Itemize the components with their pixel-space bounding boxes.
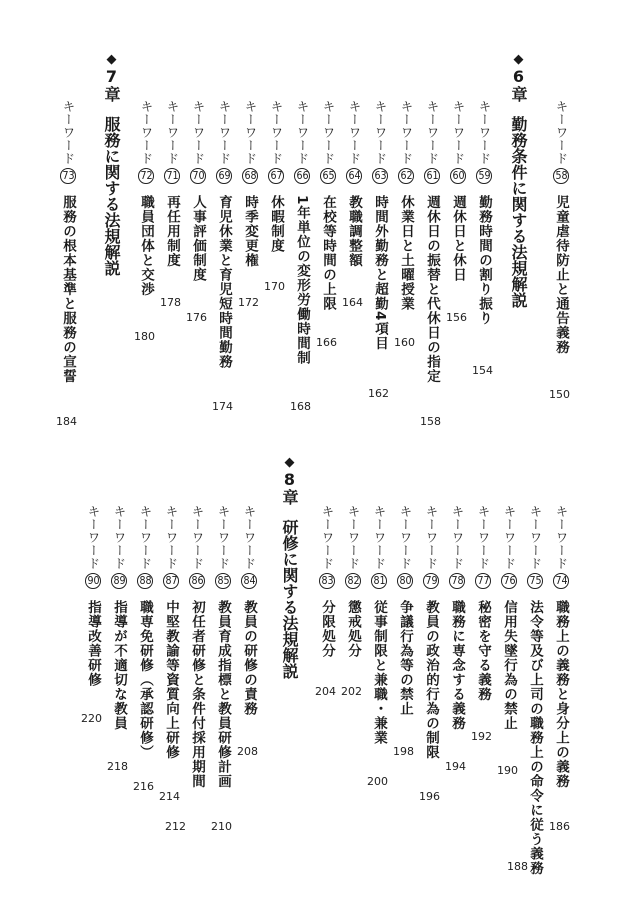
page-number: 214 bbox=[159, 790, 180, 803]
toc-entry[interactable] bbox=[241, 505, 257, 716]
page-number: 162 bbox=[368, 387, 389, 400]
page-number: 204 bbox=[315, 685, 336, 698]
toc-entry[interactable] bbox=[60, 100, 76, 383]
toc-entry[interactable] bbox=[397, 505, 413, 716]
keyword-title: 時間外勤務と超勤4項目 bbox=[372, 194, 388, 351]
diamond-icon: ◆ bbox=[511, 52, 526, 67]
page-number: 184 bbox=[56, 415, 77, 428]
keyword-title: 休暇制度 bbox=[268, 194, 284, 253]
keyword-label: キーワード bbox=[399, 100, 414, 165]
page-number: 156 bbox=[446, 311, 467, 324]
chapter-suffix: 章 bbox=[102, 86, 121, 102]
keyword-title: 人事評価制度 bbox=[190, 194, 206, 282]
toc-entry[interactable] bbox=[268, 100, 284, 253]
page-number: 166 bbox=[316, 336, 337, 349]
keyword-number: 78 bbox=[449, 573, 465, 589]
page-number: 212 bbox=[165, 820, 186, 833]
toc-entry[interactable] bbox=[138, 100, 154, 296]
keyword-number: 68 bbox=[242, 168, 258, 184]
keyword-label: キーワード bbox=[476, 505, 491, 570]
keyword-label: キーワード bbox=[269, 100, 284, 165]
page-number: 194 bbox=[445, 760, 466, 773]
chapter-number: 8 bbox=[280, 470, 299, 489]
keyword-label: キーワード bbox=[398, 505, 413, 570]
keyword-title: 職専免研修（承認研修） bbox=[137, 599, 153, 760]
keyword-number: 85 bbox=[215, 573, 231, 589]
keyword-label: キーワード bbox=[191, 100, 206, 165]
toc-entry[interactable] bbox=[294, 100, 310, 365]
keyword-label: キーワード bbox=[346, 505, 361, 570]
toc-entry[interactable] bbox=[475, 505, 491, 701]
page-number: 154 bbox=[472, 364, 493, 377]
keyword-title: 教員の政治的行為の制限 bbox=[423, 599, 439, 760]
page-number: 190 bbox=[497, 764, 518, 777]
page-number: 208 bbox=[237, 745, 258, 758]
diamond-icon: ◆ bbox=[104, 52, 119, 67]
toc-entry[interactable] bbox=[371, 505, 387, 745]
keyword-label: キーワード bbox=[372, 505, 387, 570]
toc-entry[interactable] bbox=[501, 505, 517, 730]
toc-entry[interactable] bbox=[85, 505, 101, 687]
keyword-label: キーワード bbox=[554, 505, 569, 570]
keyword-title: 職務上の義務と身分上の義務 bbox=[553, 599, 569, 789]
keyword-label: キーワード bbox=[243, 100, 258, 165]
chapter-title: 服務に関する法規解説 bbox=[102, 116, 121, 276]
chapter-suffix: 章 bbox=[509, 86, 528, 102]
keyword-number: 81 bbox=[371, 573, 387, 589]
chapter-heading bbox=[278, 455, 301, 679]
chapter-heading bbox=[100, 52, 123, 276]
toc-entry[interactable] bbox=[346, 100, 362, 267]
keyword-label: キーワード bbox=[554, 100, 569, 165]
keyword-label: キーワード bbox=[502, 505, 517, 570]
keyword-title: 休業日と土曜授業 bbox=[398, 194, 414, 311]
keyword-title: 職員団体と交渉 bbox=[138, 194, 154, 297]
chapter-suffix: 章 bbox=[280, 489, 299, 505]
keyword-title: 法令等及び上司の職務上の命令に従う義務 bbox=[527, 599, 543, 876]
toc-entry[interactable] bbox=[242, 100, 258, 267]
page-number: 186 bbox=[549, 820, 570, 833]
page-number: 178 bbox=[160, 296, 181, 309]
toc-entry[interactable] bbox=[527, 505, 543, 875]
keyword-number: 61 bbox=[424, 168, 440, 184]
page-number: 160 bbox=[394, 336, 415, 349]
keyword-number: 82 bbox=[345, 573, 361, 589]
keyword-number: 64 bbox=[346, 168, 362, 184]
page-number: 192 bbox=[471, 730, 492, 743]
toc-entry[interactable] bbox=[372, 100, 388, 350]
toc-entry[interactable] bbox=[190, 100, 206, 282]
keyword-number: 80 bbox=[397, 573, 413, 589]
keyword-number: 77 bbox=[475, 573, 491, 589]
keyword-label: キーワード bbox=[217, 100, 232, 165]
toc-entry[interactable] bbox=[449, 505, 465, 730]
toc-entry[interactable] bbox=[553, 505, 569, 788]
keyword-number: 76 bbox=[501, 573, 517, 589]
keyword-title: 指導が不適切な教員 bbox=[111, 599, 127, 731]
toc-entry[interactable] bbox=[164, 100, 180, 267]
keyword-title: 従事制限と兼職・兼業 bbox=[371, 599, 387, 745]
page-number: 200 bbox=[367, 775, 388, 788]
keyword-title: 教員育成指標と教員研修計画 bbox=[215, 599, 231, 789]
keyword-label: キーワード bbox=[320, 505, 335, 570]
page-number: 188 bbox=[507, 860, 528, 873]
keyword-title: 初任者研修と条件付採用期間 bbox=[189, 599, 205, 789]
keyword-title: 1年単位の変形労働時間制 bbox=[294, 194, 310, 365]
page-number: 198 bbox=[393, 745, 414, 758]
keyword-number: 83 bbox=[319, 573, 335, 589]
page-number: 158 bbox=[420, 415, 441, 428]
chapter-title: 研修に関する法規解説 bbox=[280, 519, 299, 679]
keyword-number: 86 bbox=[189, 573, 205, 589]
keyword-number: 90 bbox=[85, 573, 101, 589]
keyword-label: キーワード bbox=[373, 100, 388, 165]
keyword-number: 60 bbox=[450, 168, 466, 184]
keyword-label: キーワード bbox=[138, 505, 153, 570]
chapter-title: 勤務条件に関する法規解説 bbox=[509, 116, 528, 308]
page-number: 218 bbox=[107, 760, 128, 773]
toc-entry[interactable] bbox=[424, 100, 440, 383]
diamond-icon: ◆ bbox=[282, 455, 297, 470]
keyword-label: キーワード bbox=[295, 100, 310, 165]
keyword-number: 84 bbox=[241, 573, 257, 589]
toc-entry[interactable] bbox=[319, 505, 335, 658]
keyword-label: キーワード bbox=[451, 100, 466, 165]
toc-entry[interactable] bbox=[137, 505, 153, 759]
keyword-title: 時季変更権 bbox=[242, 194, 258, 268]
keyword-label: キーワード bbox=[165, 100, 180, 165]
keyword-number: 58 bbox=[553, 168, 569, 184]
keyword-title: 児童虐待防止と通告義務 bbox=[553, 194, 569, 355]
toc-entry[interactable] bbox=[111, 505, 127, 730]
toc-entry[interactable] bbox=[345, 505, 361, 658]
keyword-label: キーワード bbox=[190, 505, 205, 570]
keyword-number: 69 bbox=[216, 168, 232, 184]
keyword-number: 66 bbox=[294, 168, 310, 184]
keyword-title: 週休日と休日 bbox=[450, 194, 466, 282]
keyword-label: キーワード bbox=[112, 505, 127, 570]
keyword-label: キーワード bbox=[528, 505, 543, 570]
keyword-number: 63 bbox=[372, 168, 388, 184]
toc-entry[interactable] bbox=[189, 505, 205, 788]
keyword-label: キーワード bbox=[242, 505, 257, 570]
page-number: 210 bbox=[211, 820, 232, 833]
keyword-number: 67 bbox=[268, 168, 284, 184]
keyword-number: 73 bbox=[60, 168, 76, 184]
chapter-heading bbox=[507, 52, 530, 308]
toc-entry[interactable] bbox=[163, 505, 179, 759]
keyword-number: 72 bbox=[138, 168, 154, 184]
keyword-number: 62 bbox=[398, 168, 414, 184]
keyword-title: 秘密を守る義務 bbox=[475, 599, 491, 702]
toc-entry[interactable] bbox=[450, 100, 466, 282]
keyword-title: 職務に専念する義務 bbox=[449, 599, 465, 731]
keyword-label: キーワード bbox=[347, 100, 362, 165]
keyword-label: キーワード bbox=[321, 100, 336, 165]
toc-entry[interactable] bbox=[215, 505, 231, 788]
keyword-number: 79 bbox=[423, 573, 439, 589]
keyword-number: 75 bbox=[527, 573, 543, 589]
keyword-title: 服務の根本基準と服務の宣誓 bbox=[60, 194, 76, 384]
keyword-title: 在校等時間の上限 bbox=[320, 194, 336, 311]
keyword-number: 65 bbox=[320, 168, 336, 184]
keyword-title: 信用失墜行為の禁止 bbox=[501, 599, 517, 731]
keyword-number: 74 bbox=[553, 573, 569, 589]
page-number: 174 bbox=[212, 400, 233, 413]
keyword-title: 争議行為等の禁止 bbox=[397, 599, 413, 716]
keyword-number: 59 bbox=[476, 168, 492, 184]
toc-entry[interactable] bbox=[216, 100, 232, 369]
keyword-label: キーワード bbox=[424, 505, 439, 570]
page-number: 172 bbox=[238, 296, 259, 309]
toc-entry[interactable] bbox=[398, 100, 414, 311]
keyword-label: キーワード bbox=[164, 505, 179, 570]
keyword-title: 分限処分 bbox=[319, 599, 335, 658]
page-number: 202 bbox=[341, 685, 362, 698]
keyword-label: キーワード bbox=[425, 100, 440, 165]
keyword-title: 再任用制度 bbox=[164, 194, 180, 268]
toc-entry[interactable] bbox=[553, 100, 569, 354]
keyword-title: 教職調整額 bbox=[346, 194, 362, 268]
keyword-label: キーワード bbox=[61, 100, 76, 165]
page-number: 168 bbox=[290, 400, 311, 413]
keyword-number: 87 bbox=[163, 573, 179, 589]
keyword-number: 89 bbox=[111, 573, 127, 589]
keyword-label: キーワード bbox=[450, 505, 465, 570]
chapter-number: 6 bbox=[509, 67, 528, 86]
page-number: 176 bbox=[186, 311, 207, 324]
keyword-title: 勤務時間の割り振り bbox=[476, 194, 492, 326]
keyword-label: キーワード bbox=[139, 100, 154, 165]
keyword-title: 週休日の振替と代休日の指定 bbox=[424, 194, 440, 384]
page-number: 150 bbox=[549, 388, 570, 401]
page-number: 180 bbox=[134, 330, 155, 343]
keyword-title: 指導改善研修 bbox=[85, 599, 101, 687]
toc-entry[interactable] bbox=[423, 505, 439, 759]
page-number: 220 bbox=[81, 712, 102, 725]
page-number: 196 bbox=[419, 790, 440, 803]
toc-entry[interactable] bbox=[476, 100, 492, 325]
page-number: 216 bbox=[133, 780, 154, 793]
keyword-label: キーワード bbox=[86, 505, 101, 570]
keyword-title: 懲戒処分 bbox=[345, 599, 361, 658]
chapter-number: 7 bbox=[102, 67, 121, 86]
keyword-label: キーワード bbox=[477, 100, 492, 165]
keyword-title: 育児休業と育児短時間勤務 bbox=[216, 194, 232, 369]
keyword-number: 88 bbox=[137, 573, 153, 589]
toc-entry[interactable] bbox=[320, 100, 336, 311]
keyword-number: 70 bbox=[190, 168, 206, 184]
keyword-title: 中堅教諭等資質向上研修 bbox=[163, 599, 179, 760]
page-number: 170 bbox=[264, 280, 285, 293]
keyword-label: キーワード bbox=[216, 505, 231, 570]
keyword-title: 教員の研修の責務 bbox=[241, 599, 257, 716]
keyword-number: 71 bbox=[164, 168, 180, 184]
page-number: 164 bbox=[342, 296, 363, 309]
